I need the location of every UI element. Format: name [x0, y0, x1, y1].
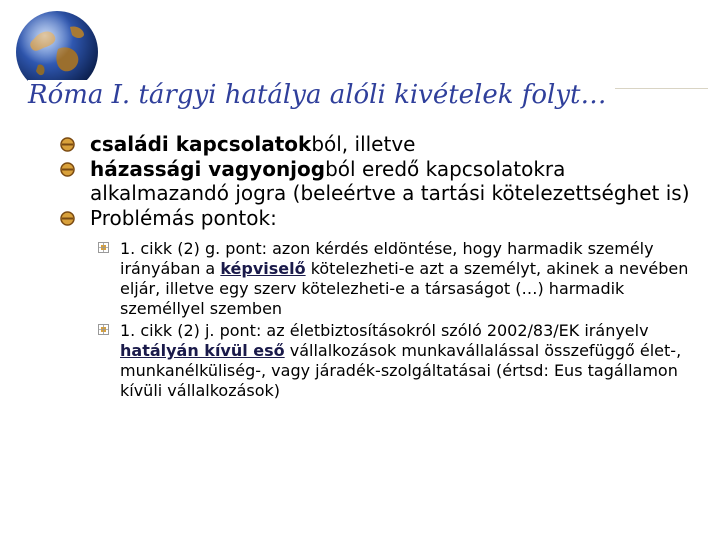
- disc-bullet-icon: [60, 137, 75, 152]
- bullet-bold-text: házassági vagyonjog: [90, 157, 326, 181]
- disc-bullet-icon: [60, 211, 75, 226]
- square-bullet-icon: [98, 324, 109, 335]
- bullet-item: [60, 157, 700, 205]
- sub-bullet-item: [90, 321, 700, 401]
- sub-bullet-text: vállalkozások munkavállalással összefüggő élet-, munkanélküliség-, vagy járadék-szolgáltatásai (értsd: Eus tagállamon kívüli vállalkozások): [120, 341, 682, 400]
- bullet-bold-text: családi kapcsolatok: [90, 132, 312, 156]
- sub-bullet-item: [90, 239, 700, 319]
- sub-bullet-text: 1. cikk (2) j. pont: az életbiztosításokról szóló 2002/83/EK irányelv: [120, 321, 649, 340]
- bullet-text: ból, illetve: [311, 132, 416, 156]
- bullet-text: ból eredő kapcsolatokra alkalmazandó jogra (beleértve a tartási kötelezettséghet is): [90, 157, 690, 205]
- sub-bullet-text: 1. cikk (2) g. pont: azon kérdés eldöntése, hogy harmadik személy irányában a: [120, 239, 654, 278]
- sub-bullet-emphasis: hatályán kívül eső: [120, 341, 285, 360]
- sub-bullet-list: [90, 239, 700, 401]
- square-bullet-icon: [98, 242, 109, 253]
- disc-bullet-icon: [60, 162, 75, 177]
- sub-bullet-emphasis: képviselő: [220, 259, 306, 278]
- bullet-item: [60, 132, 700, 156]
- slide-content: [60, 132, 700, 403]
- bullet-text: Problémás pontok:: [90, 206, 277, 230]
- bullet-item: [60, 206, 700, 230]
- slide-title: Róma I. tárgyi hatálya alóli kivételek folyt…: [28, 80, 615, 110]
- sub-bullet-text: kötelezheti-e azt a személyt, akinek a nevében eljár, illetve egy szerv kötelezheti-e a társaságot (…) harmadik személlyel szemben: [120, 259, 689, 318]
